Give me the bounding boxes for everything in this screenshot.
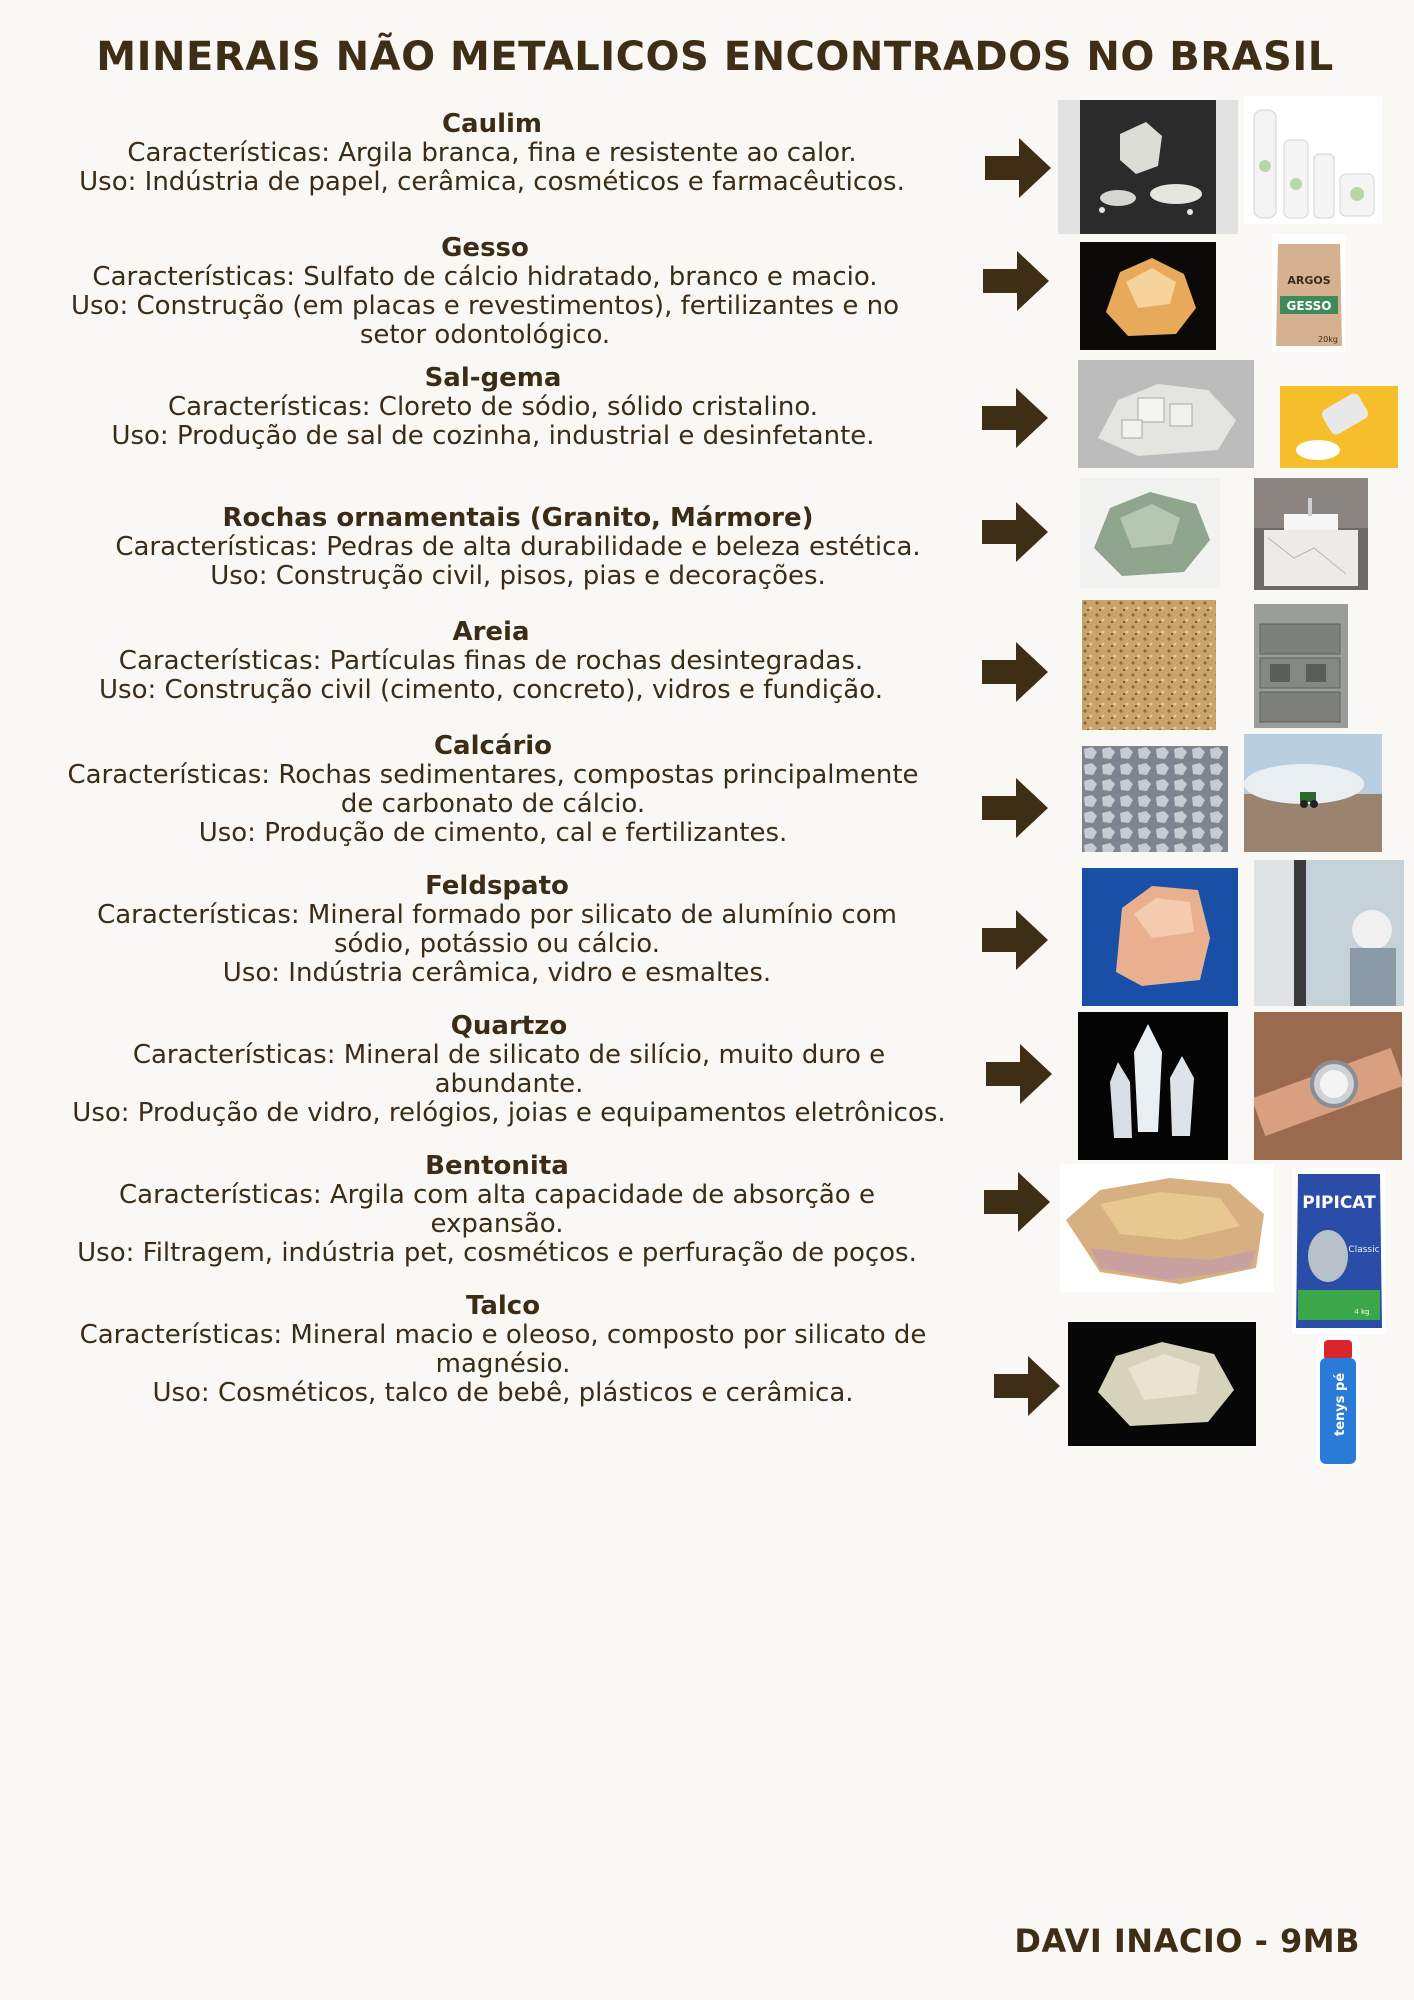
concrete-blocks-photo xyxy=(1254,604,1348,728)
mineral-characteristics: Características: Partículas finas de rochas desintegradas. xyxy=(118,646,864,676)
powder-brand: tenys pé xyxy=(1333,1372,1348,1436)
mineral-characteristics-continued: de carbonato de cálcio. xyxy=(340,789,646,819)
gesso-crystal-photo xyxy=(1080,242,1216,350)
mineral-usage: Uso: Construção (em placas e revestimentos), fertilizantes e no xyxy=(70,291,900,321)
arrow-right-icon xyxy=(982,502,1048,562)
mineral-entry-talco xyxy=(3,1292,1003,1408)
mineral-entry-quartzo xyxy=(9,1012,1009,1128)
mineral-name: Sal-gema xyxy=(424,363,562,393)
author-footer: DAVI INACIO - 9MB xyxy=(1014,1922,1360,1960)
arrow-right-icon xyxy=(982,642,1048,702)
sand-texture-photo xyxy=(1082,600,1216,730)
mineral-name: Talco xyxy=(465,1291,541,1321)
mineral-characteristics: Características: Mineral formado por silicato de alumínio com xyxy=(97,900,897,930)
mineral-name: Quartzo xyxy=(450,1011,568,1041)
page-title: MINERAIS NÃO METALICOS ENCONTRADOS NO BRASIL xyxy=(96,34,1334,80)
mineral-name: Caulim xyxy=(441,109,543,139)
mineral-usage: Uso: Construção civil, pisos, pias e decorações. xyxy=(210,561,826,591)
mineral-entry-sal-gema xyxy=(0,364,993,451)
marble-sink-photo xyxy=(1254,478,1368,590)
mineral-name: Bentonita xyxy=(425,1151,569,1181)
litter-weight: 4 kg xyxy=(1354,1308,1370,1316)
mineral-usage: Uso: Cosméticos, talco de bebê, plásticos e cerâmica. xyxy=(152,1378,854,1408)
mineral-usage: Uso: Indústria cerâmica, vidro e esmaltes. xyxy=(222,958,772,988)
mineral-entry-caulim xyxy=(0,110,992,197)
arrow-right-icon xyxy=(986,1044,1052,1104)
arrow-right-icon xyxy=(994,1356,1060,1416)
caulim-mineral-photo xyxy=(1058,100,1238,234)
mineral-characteristics: Características: Argila branca, fina e resistente ao calor. xyxy=(127,138,857,168)
mineral-characteristics-continued: magnésio. xyxy=(435,1349,571,1379)
mineral-usage-continued: setor odontológico. xyxy=(359,320,611,350)
mineral-usage: Uso: Indústria de papel, cerâmica, cosméticos e farmacêuticos. xyxy=(79,167,905,197)
mineral-characteristics: Características: Rochas sedimentares, compostas principalmente xyxy=(67,760,919,790)
arrow-right-icon xyxy=(985,138,1051,198)
mineral-name: Calcário xyxy=(433,731,553,761)
mineral-entry-gesso xyxy=(0,234,985,350)
mineral-usage: Uso: Construção civil (cimento, concreto), vidros e fundição. xyxy=(99,675,883,705)
mineral-characteristics: Características: Argila com alta capacidade de absorção e xyxy=(119,1180,875,1210)
arrow-right-icon xyxy=(982,778,1048,838)
talc-rock-photo xyxy=(1068,1322,1256,1446)
feldspar-photo xyxy=(1082,868,1238,1006)
mineral-characteristics: Características: Sulfato de cálcio hidratado, branco e macio. xyxy=(92,262,878,292)
bag-weight: 20kg xyxy=(1318,335,1338,344)
cat-litter-bag-photo xyxy=(1292,1168,1386,1334)
mineral-name: Feldspato xyxy=(425,871,569,901)
mineral-name: Gesso xyxy=(441,233,529,263)
mineral-entry-feldspato xyxy=(0,872,997,988)
mineral-characteristics-continued: expansão. xyxy=(430,1209,564,1239)
wristwatch-photo xyxy=(1254,1012,1402,1160)
glass-worker-photo xyxy=(1254,860,1404,1006)
bag-product-name: GESSO xyxy=(1286,299,1332,313)
mineral-characteristics-continued: abundante. xyxy=(434,1069,584,1099)
mineral-usage: Uso: Produção de cimento, cal e fertilizantes. xyxy=(198,818,788,848)
mineral-entry-calcario xyxy=(0,732,993,848)
mineral-characteristics: Características: Pedras de alta durabilidade e beleza estética. xyxy=(115,532,921,562)
arrow-right-icon xyxy=(982,910,1048,970)
arrow-right-icon xyxy=(982,388,1048,448)
mineral-characteristics: Características: Cloreto de sódio, sólido cristalino. xyxy=(167,392,819,422)
green-rock-photo xyxy=(1080,478,1220,588)
quartz-crystal-photo xyxy=(1078,1012,1228,1160)
mineral-usage: Uso: Produção de sal de cozinha, industrial e desinfetante. xyxy=(111,421,875,451)
mineral-characteristics: Características: Mineral macio e oleoso, composto por silicato de xyxy=(79,1320,927,1350)
mineral-name: Areia xyxy=(452,617,530,647)
litter-brand: PIPICAT xyxy=(1302,1193,1376,1213)
arrow-right-icon xyxy=(984,1172,1050,1232)
mineral-entry-areia xyxy=(0,618,991,705)
gesso-bag-photo xyxy=(1272,234,1346,352)
mineral-characteristics: Características: Mineral de silicato de silício, muito duro e xyxy=(132,1040,886,1070)
limestone-gravel-photo xyxy=(1082,746,1228,852)
arrow-right-icon xyxy=(983,251,1049,311)
salt-shaker-photo xyxy=(1280,386,1398,468)
halite-crystal-photo xyxy=(1078,360,1254,468)
mineral-characteristics-continued: sódio, potássio ou cálcio. xyxy=(334,929,660,959)
foot-powder-bottle-photo xyxy=(1316,1336,1360,1466)
mineral-usage: Uso: Filtragem, indústria pet, cosméticos e perfuração de poços. xyxy=(77,1238,917,1268)
tractor-field-photo xyxy=(1244,734,1382,852)
bag-brand: ARGOS xyxy=(1287,274,1331,287)
cosmetic-bottles-photo xyxy=(1244,96,1382,224)
bentonite-rock-photo xyxy=(1060,1164,1274,1292)
litter-variant: Classic xyxy=(1348,1245,1380,1255)
mineral-usage: Uso: Produção de vidro, relógios, joias e equipamentos eletrônicos. xyxy=(72,1098,946,1128)
mineral-entry-rochas-ornamentais xyxy=(18,504,1018,591)
mineral-entry-bentonita xyxy=(0,1152,997,1268)
mineral-name: Rochas ornamentais (Granito, Mármore) xyxy=(222,503,814,533)
